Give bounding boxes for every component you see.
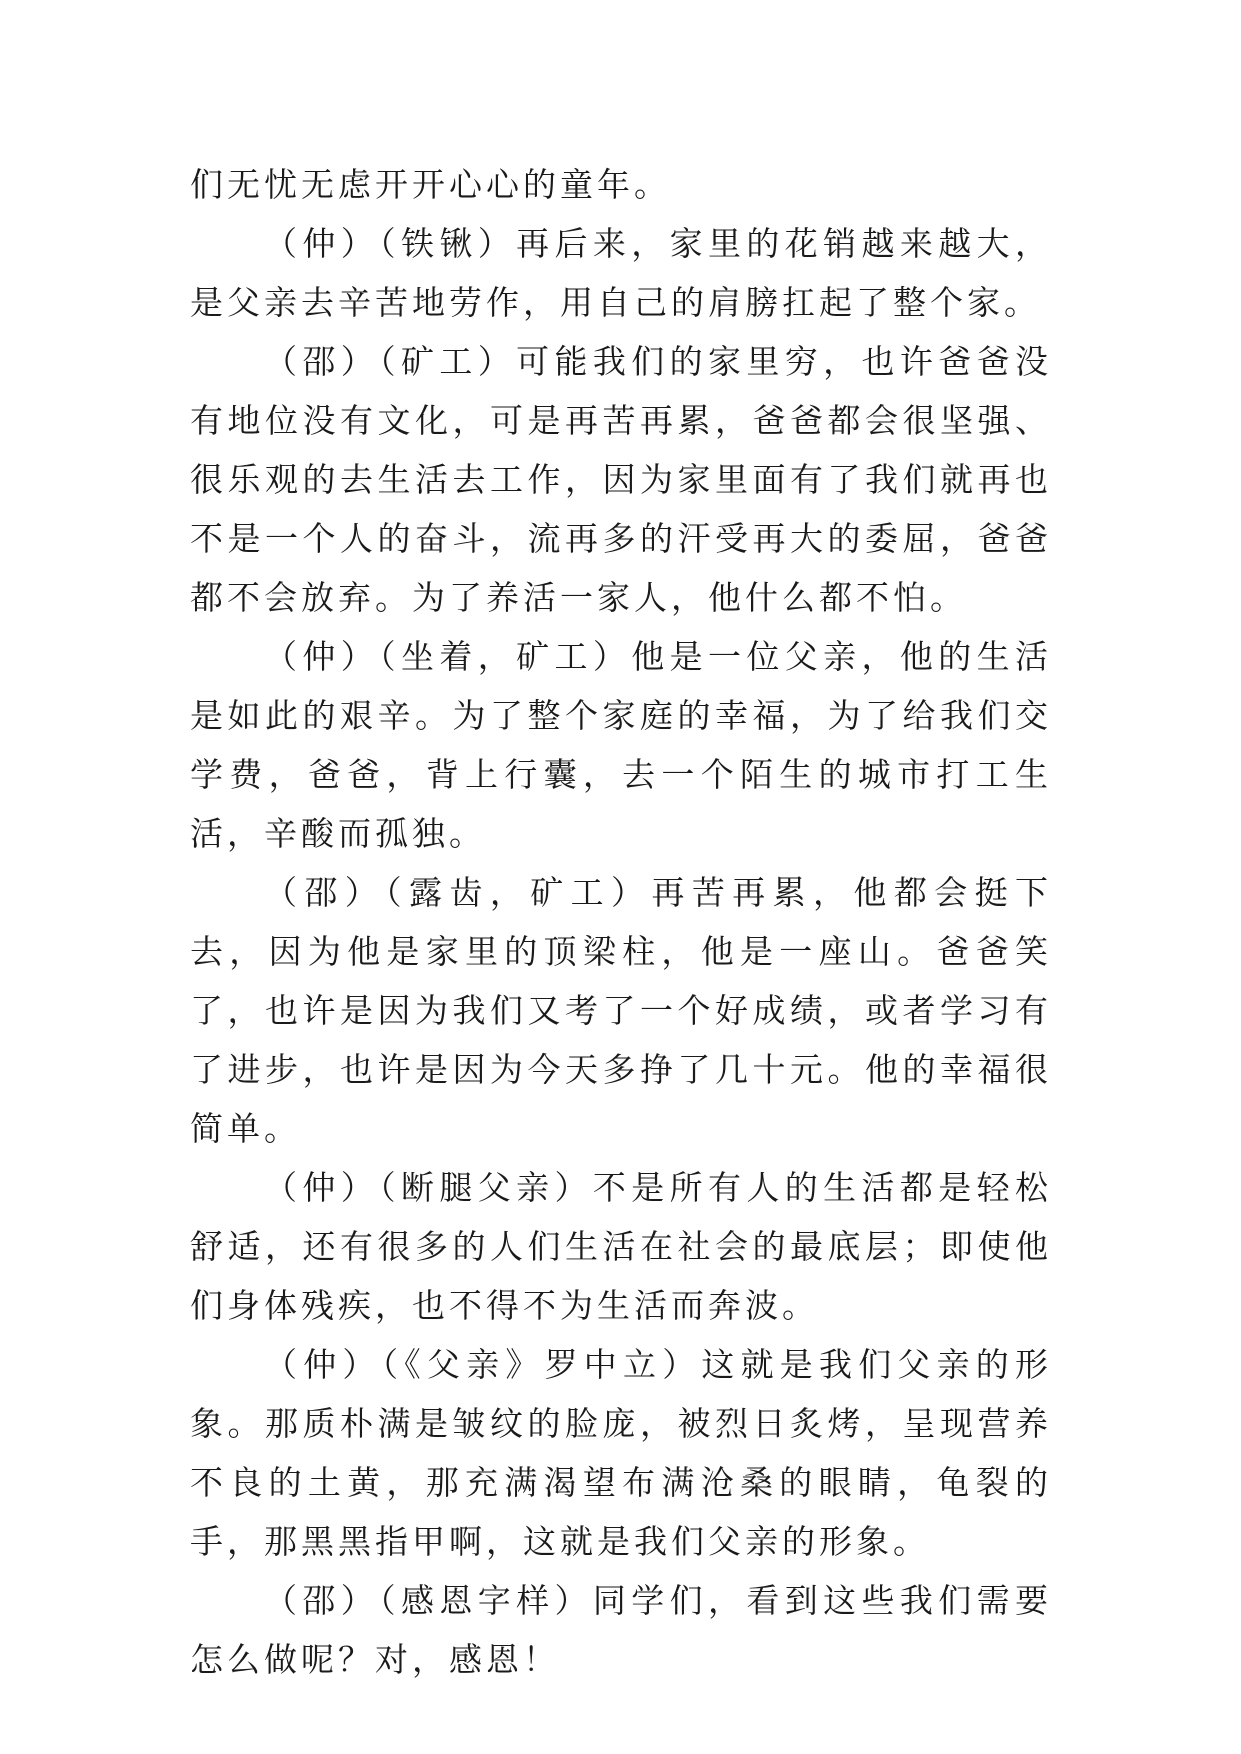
paragraph: （邵）（感恩字样）同学们，看到这些我们需要怎么做呢？对，感恩！	[190, 1581, 1052, 1679]
paragraph: （仲）（《父亲》罗中立）这就是我们父亲的形象。那质朴满是皱纹的脸庞，被烈日炙烤，呈现营养不良的土黄，那充满渴望布满沧桑的眼睛，龟裂的手，那黑黑指甲啊，这就是我们父亲的形象。	[190, 1345, 1052, 1561]
document-body	[190, 155, 1052, 1689]
paragraph: （仲）（铁锹）再后来，家里的花销越来越大，是父亲去辛苦地劳作，用自己的肩膀扛起了整个家。	[190, 224, 1052, 322]
paragraph: （邵）（露齿，矿工）再苦再累，他都会挺下去，因为他是家里的顶梁柱，他是一座山。爸爸笑了，也许是因为我们又考了一个好成绩，或者学习有了进步，也许是因为今天多挣了几十元。他的幸福很简单。	[190, 873, 1052, 1148]
paragraph: （仲）（坐着，矿工）他是一位父亲，他的生活是如此的艰辛。为了整个家庭的幸福，为了给我们交学费，爸爸，背上行囊，去一个陌生的城市打工生活，辛酸而孤独。	[190, 637, 1052, 853]
paragraph: （仲）（断腿父亲）不是所有人的生活都是轻松舒适，还有很多的人们生活在社会的最底层；即使他们身体残疾，也不得不为生活而奔波。	[190, 1168, 1052, 1325]
paragraph-continuation: 们无忧无虑开开心心的童年。	[190, 165, 671, 204]
paragraph: （邵）（矿工）可能我们的家里穷，也许爸爸没有地位没有文化，可是再苦再累，爸爸都会很坚强、很乐观的去生活去工作，因为家里面有了我们就再也不是一个人的奋斗，流再多的汗受再大的委屈，爸爸都不会放弃。为了养活一家人，他什么都不怕。	[190, 342, 1052, 617]
